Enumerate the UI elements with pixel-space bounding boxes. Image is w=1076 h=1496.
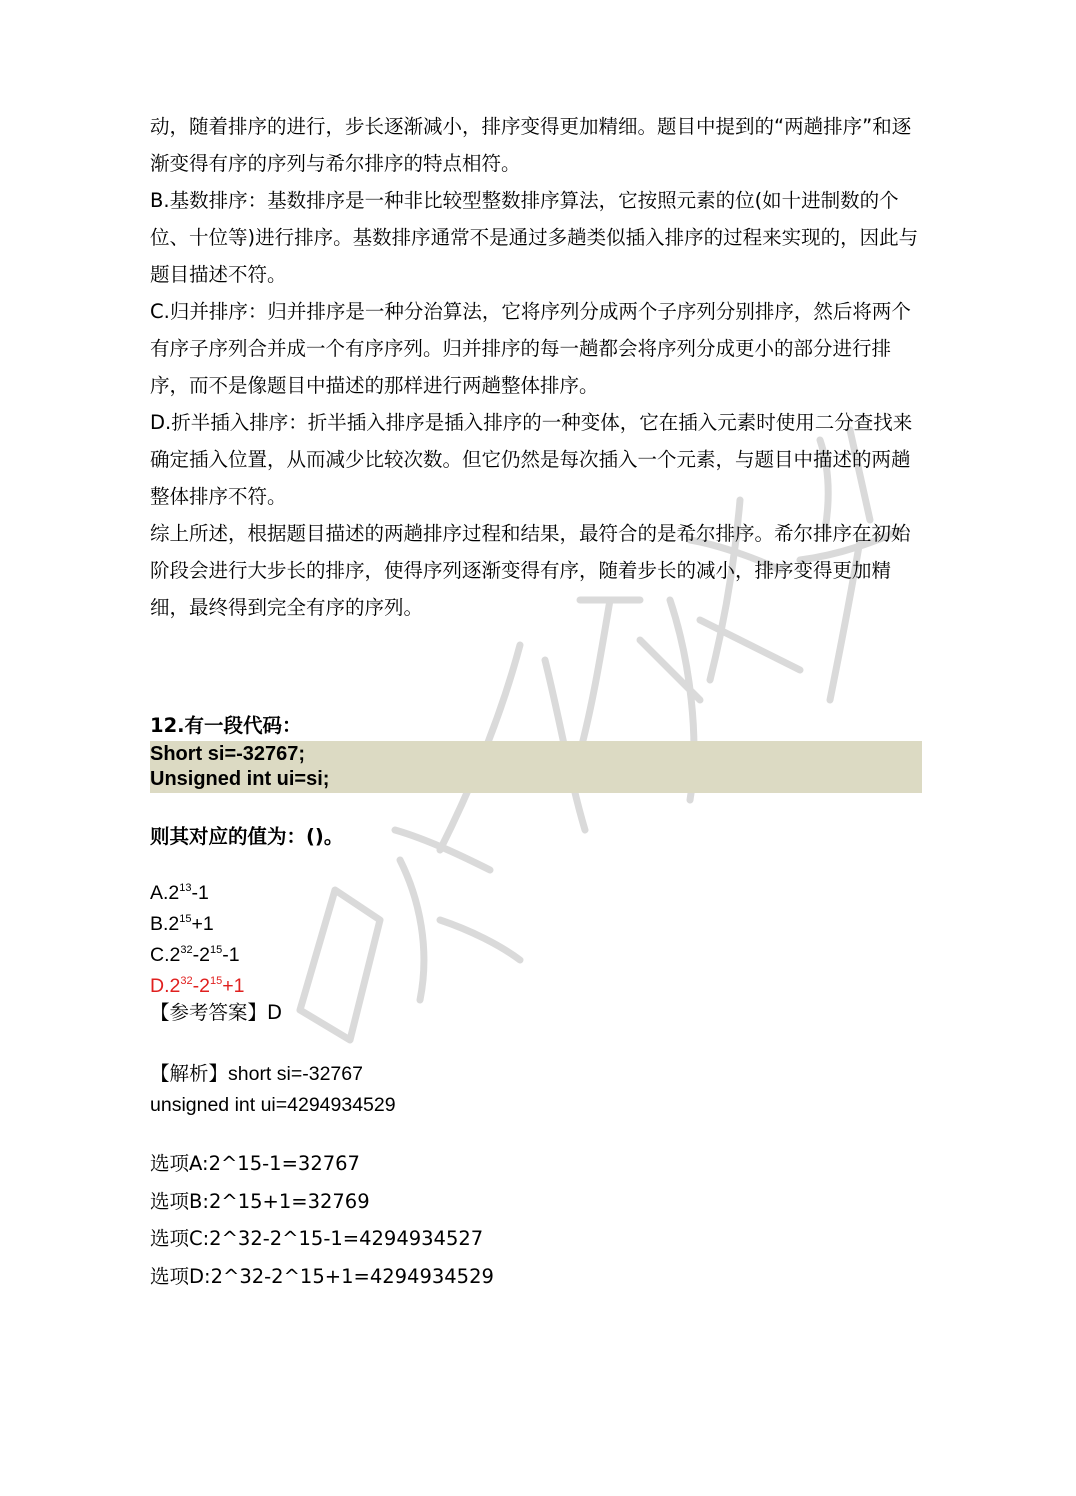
code-line: Short si=-32767; [150, 743, 306, 765]
option-d-correct: $D.2^{32}-2^{15}+1$ [150, 975, 245, 997]
option-a: $A.2^{13}-1$ [150, 882, 209, 904]
explanation-option-b: B.基数排序：基数排序是一种非比较型整数排序算法，它按照元素的位(如十进制数的个位、十位等)进行排序。基数排序通常不是通过多趟类似插入排序的过程来实现的，因此与题目描述不符。 [150, 189, 919, 286]
code-block [150, 741, 922, 793]
question-title: 12.有一段代码： [150, 714, 302, 737]
explanation-section [150, 108, 922, 626]
explanation-summary: 综上所述，根据题目描述的两趟排序过程和结果，最符合的是希尔排序。希尔排序在初始阶段会进行大步长的排序，使得序列逐渐变得有序，随着步长的减小，排序变得更加精细，最终得到完全有序的序列。 [150, 522, 911, 619]
calc-line: 选项D:2^32-2^15+1=4294934529 [150, 1264, 494, 1288]
calc-line: 选项C:2^32-2^15-1=4294934527 [150, 1227, 484, 1250]
analysis-line: 【解析】short si=-32767 [150, 1063, 363, 1085]
analysis-line: unsigned int ui=4294934529 [150, 1094, 396, 1116]
explanation-option-d: D.折半插入排序：折半插入排序是插入排序的一种变体，它在插入元素时使用二分查找来确定插入位置，从而减少比较次数。但它仍然是每次插入一个元素，与题目中描述的两趟整体排序不符。 [150, 411, 913, 508]
explanation-option-c: C.归并排序：归并排序是一种分治算法，它将序列分成两个子序列分别排序，然后将两个有序子序列合并成一个有序序列。归并排序的每一趟都会将序列分成更小的部分进行排序，而不是像题目中描述的那样进行两趟整体排序。 [150, 300, 911, 397]
code-line: Unsigned int ui=si; [150, 768, 330, 790]
analysis-section [150, 1059, 396, 1121]
option-calculations [150, 1145, 494, 1295]
calc-line: 选项A:2^15-1=32767 [150, 1152, 360, 1175]
question-prompt: 则其对应的值为：()。 [150, 825, 344, 848]
reference-answer: 【参考答案】D [150, 1001, 283, 1024]
options-list [150, 878, 244, 1002]
option-c: $C.2^{32}-2^{15}-1$ [150, 944, 240, 966]
explanation-paragraph: 动，随着排序的进行，步长逐渐减小，排序变得更加精细。题目中提到的“两趟排序”和逐渐变得有序的序列与希尔排序的特点相符。 [150, 115, 912, 175]
option-b: $B.2^{15}+1$ [150, 913, 214, 935]
calc-line: 选项B:2^15+1=32769 [150, 1189, 370, 1213]
